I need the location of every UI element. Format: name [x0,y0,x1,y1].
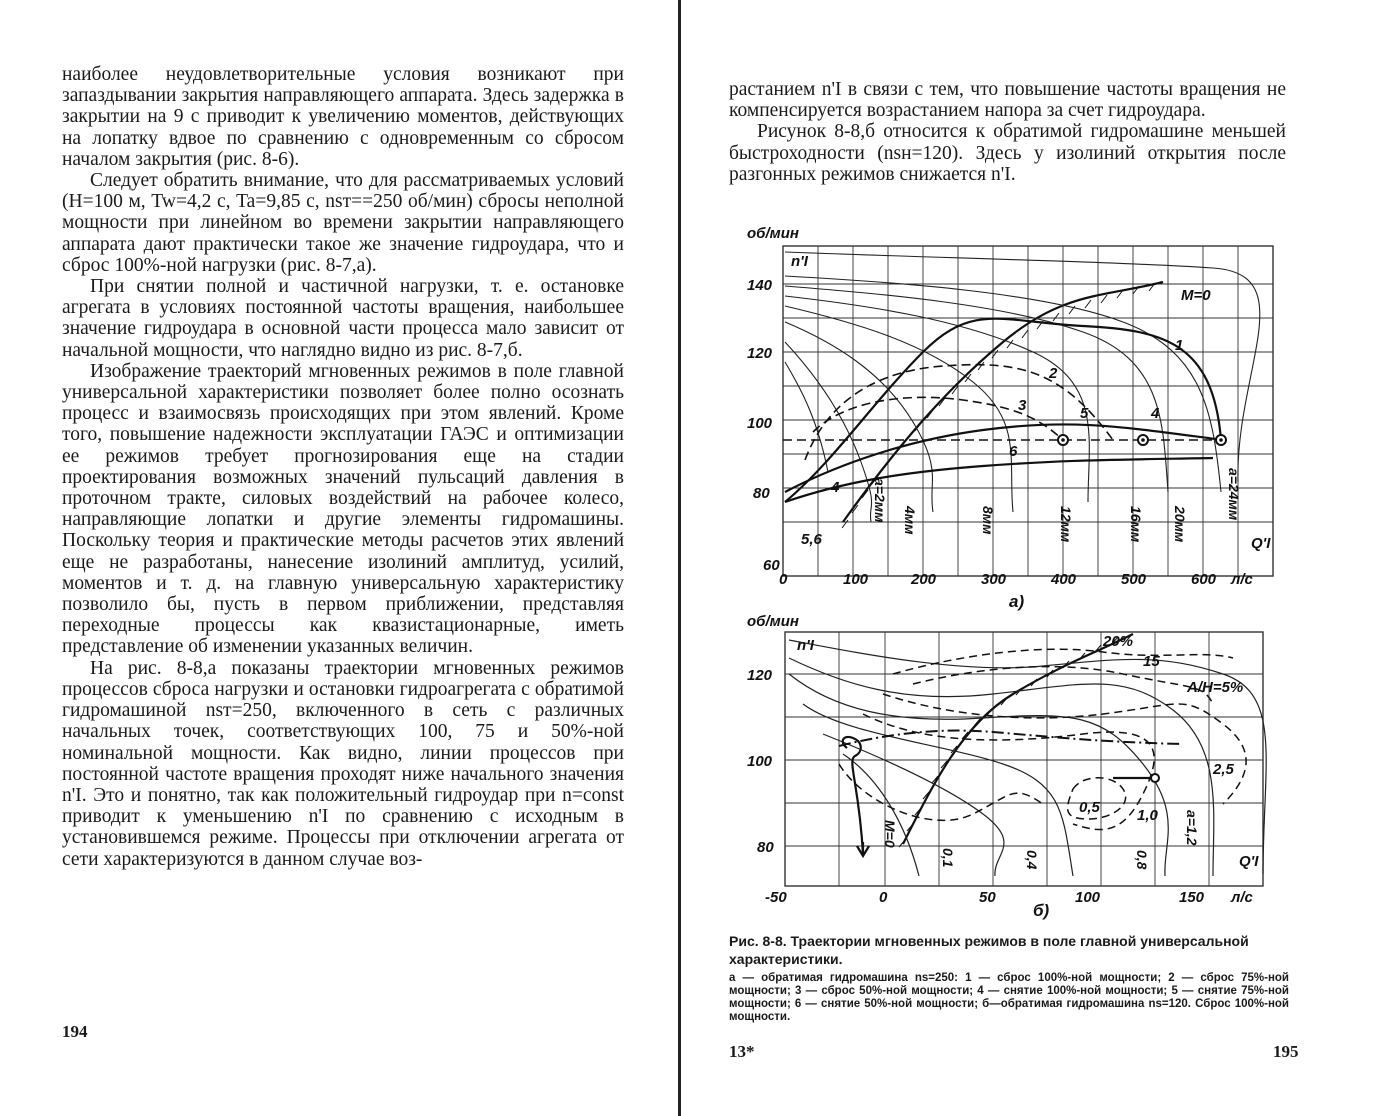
fig-a-x-tick: 0 [779,571,788,588]
right-paragraph-2: Рисунок 8-8,б относится к обратимой гидромашине меньшей быстроходности (nsн=120). Здесь у изолиний открытия после разгонных режимов снижается n'I. [729,121,1286,185]
fig-b-y-tick: 120 [747,667,773,684]
page-number-right: 195 [1273,1042,1299,1061]
fig-b-label: 2,5 [1213,761,1234,778]
signature-mark: 13* [729,1042,755,1061]
fig-a-opening: 16мм [1128,506,1144,543]
fig-a-opening: a=2мм [872,478,888,523]
fig-b-y-tick: 100 [747,753,773,770]
fig-a-y-symbol: n'I [791,253,808,270]
fig-a-opening: a=24мм [1226,468,1242,521]
figure-8-8a [743,222,1283,622]
fig-a-opening: 8мм [980,506,996,535]
fig-b-x-tick: 50 [979,889,996,906]
fig-a-label: 4 [831,479,840,496]
left-paragraph-2: Следует обратить внимание, что для рассматриваемых условий (H=100 м, Tw=4,2 с, Ta=9,85 с, nsт==250 об/мин) сбросы неполной мощности при линейном во времени закрытии направляющего аппарата дают практически такое же значение гидроудара, что и сброс 100%-ной нагрузки (рис. 8-7,а). [62,170,624,276]
left-paragraph-3: При снятии полной и частичной нагрузки, т. е. остановке агрегата в условиях постоянной частоты вращения, наибольшее значение гидроудара в основной части процесса мало зависит от начальной мощности, что наглядно видно из рис. 8-7,б. [62,276,624,361]
caption-title: Рис. 8-8. Траектории мгновенных режимов в поле главной универсальной характеристики. [729,933,1249,967]
fig-b-y-unit: об/мин [747,614,799,630]
fig-b-label: A/H=5% [1187,679,1244,696]
fig-a-label: 3 [1018,397,1027,414]
fig-a-label: 4 [1151,405,1160,422]
fig-a-opening: 12мм [1058,506,1074,543]
fig-b-x-tick: -50 [765,889,787,906]
fig-b-x-symbol: Q'I [1239,853,1259,870]
fig-a-label: 5 [1080,405,1089,422]
fig-b-label: 0,5 [1079,799,1100,816]
fig-a-x-tick: 600 [1191,571,1217,588]
fig-a-opening: 20мм [1172,506,1188,543]
fig-b-x-tick: 150 [1179,889,1205,906]
fig-a-label: 1 [1175,337,1184,354]
left-page-text [62,64,624,870]
right-page-text [729,79,1286,185]
fig-b-label: 20% [1103,633,1134,650]
fig-b-label: 15 [1143,653,1160,670]
fig-b-y-tick: 80 [757,839,774,856]
fig-b-y-symbol: n'I [797,637,814,654]
figure-caption [729,932,1289,1024]
fig-b-opening: a=1,2 [1184,810,1200,846]
fig-a-opening: 4мм [902,506,918,535]
fig-a-x-tick: 400 [1051,571,1077,588]
fig-a-x-tick: 500 [1121,571,1147,588]
left-paragraph-4: Изображение траекторий мгновенных режимов в поле главной универсальной характеристики позволяет более полно осознать процесс и взаимосвязь происходящих при этом явлений. Кроме того, повышение надежности эксплуатации ГАЭС и оптимизации ее режимов требует прогнозирования еще на стадии проектирования возможных значений пульсаций давления в проточном тракте, силовых воздействий на рабочее колесо, направляющие лопатки и другие элементы гидромашины. Поскольку теория и практические методы расчетов этих явлений еще не разработаны, нанесение изолиний амплитуд, усилий, моментов и т. д. на главную универсальную характеристику позволило бы, пусть в первом приближении, представляя переходные процессы как квазистационарные, иметь представление об изменении указанных величин. [62,360,624,658]
fig-b-x-tick: 0 [879,889,888,906]
fig-a-label: M=0 [1181,287,1211,304]
page-number-left: 194 [62,1022,88,1041]
fig-a-x-unit: л/с [1231,571,1253,588]
fig-a-x-tick: 200 [911,571,937,588]
figure-8-8b [743,614,1283,929]
fig-a-label: 2 [1049,365,1058,382]
right-paragraph-1: растанием n'I в связи с тем, что повышение частоты вращения не компенсируется возрастанием напора за счет гидроудара. [729,79,1286,122]
fig-b-sublabel: б) [1033,901,1050,920]
fig-a-y-tick: 120 [747,345,773,362]
fig-b-x-tick: 100 [1075,889,1101,906]
left-paragraph-1: наиболее неудовлетворительные условия возникают при запаздывании закрытия направляющего аппарата. Здесь задержка в закрытии на 9 с приводит к увеличению моментов, действующих на лопатку вдвое по сравнению с одновременным со сбросом началом закрытия (рис. 8-6). [62,64,624,170]
right-page [683,0,1383,1116]
fig-b-opening: 0,4 [1024,850,1040,870]
fig-a-x-symbol: Q'I [1251,535,1271,552]
fig-a-y-tick: 100 [747,415,773,432]
fig-b-opening: M=0 [882,820,898,848]
fig-a-y-tick: 80 [753,485,770,502]
fig-a-y-unit: об/мин [747,225,799,242]
fig-b-opening: 0,1 [940,848,956,868]
caption-body: а — обратимая гидромашина ns=250: 1 — сброс 100%-ной мощности; 2 — сброс 75%-ной мощности; 3 — сброс 50%-ной мощности; 4 — снятие 100%-ной мощности; 5 — снятие 75%-ной мощности; 6 — снятие 50%-ной мощности; б—обратимая гидромашина ns=120. Сброс 100%-ной мощности. [729,972,1289,1023]
fig-b-x-unit: л/с [1231,889,1253,906]
fig-a-x-tick: 300 [981,571,1007,588]
left-page [0,0,680,1116]
fig-b-label: 1,0 [1137,807,1158,824]
fig-a-x-tick: 100 [843,571,869,588]
fig-a-label: 6 [1009,443,1018,460]
fig-a-y-tick: 140 [747,277,773,294]
fig-a-sublabel: а) [1009,592,1025,611]
fig-a-label: 5,6 [801,531,822,548]
left-paragraph-5: На рис. 8-8,а показаны траектории мгновенных режимов процессов сброса нагрузки и остановки гидроагрегата с обратимой гидромашиной nsт=250, включенного в сеть с различных начальных точек, соответствующих 100, 75 и 50%-ной номинальной мощности. Как видно, линии процессов при постоянной частоте вращения проходят ниже начального значения n'I. Это и понятно, так как положительный гидроудар при n=const приводит к уменьшению n'I по сравнению с исходным в установившемся режиме. Процессы при отключении агрегата от сети характеризуются в данном случае воз- [62,657,624,870]
fig-b-opening: 0,8 [1134,850,1150,870]
fig-a-y-tick: 60 [763,557,780,574]
